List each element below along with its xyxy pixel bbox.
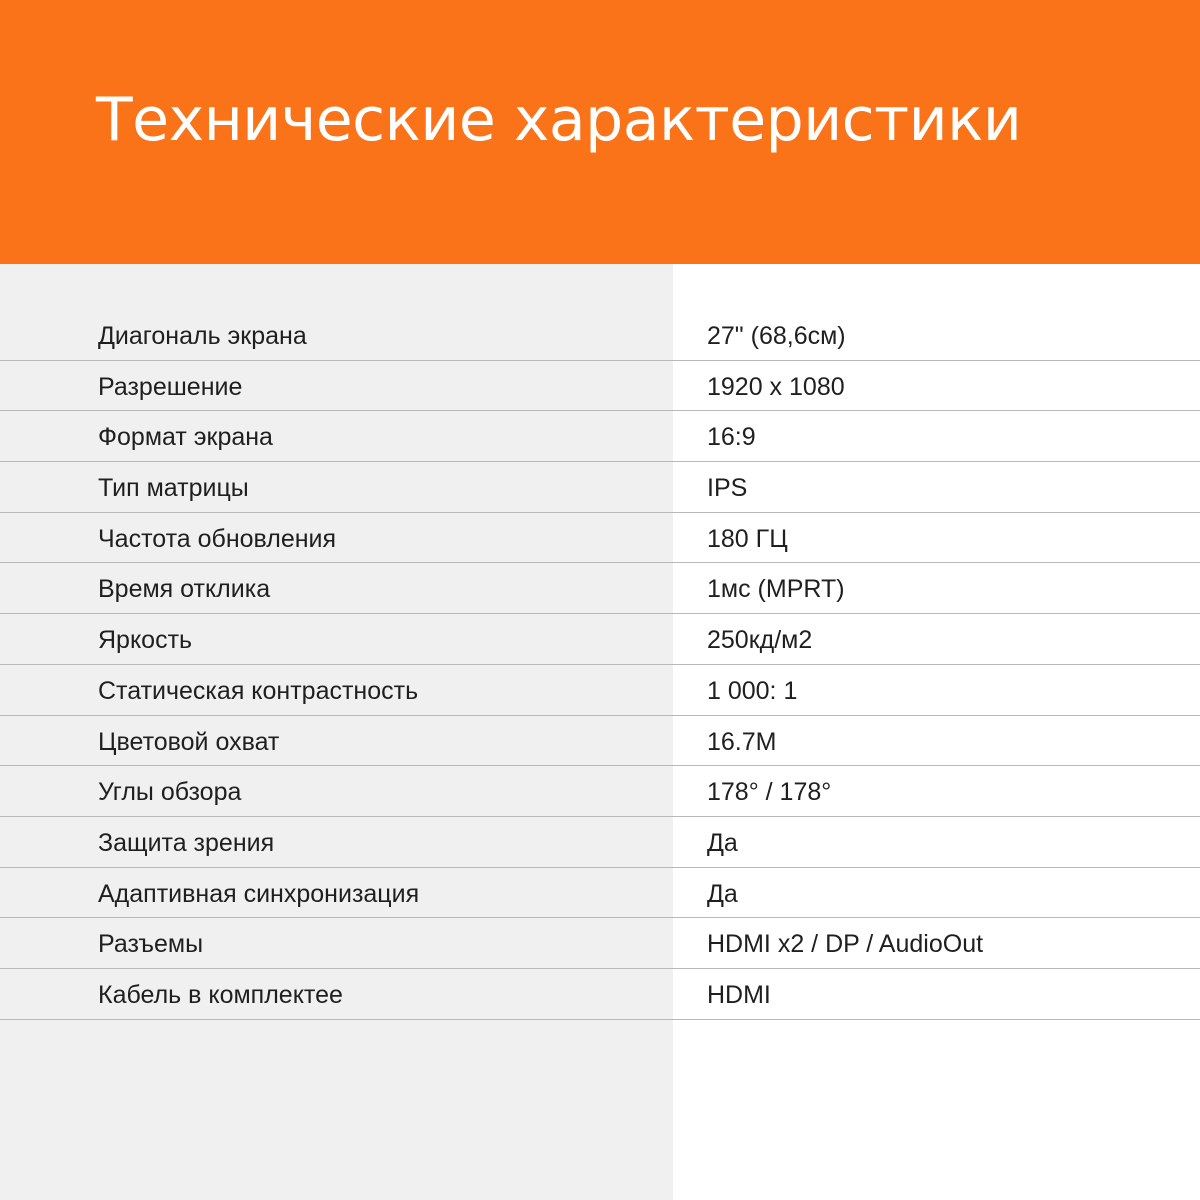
spec-label: Яркость: [98, 626, 193, 655]
spec-row-aspect-ratio: [0, 411, 1200, 462]
spec-value: HDMI: [707, 980, 771, 1009]
spec-label: Статическая контрастность: [98, 676, 419, 705]
spec-row-ports: [0, 918, 1200, 969]
spec-row-resolution: [0, 361, 1200, 412]
spec-row-response-time: [0, 563, 1200, 614]
spec-label: Частота обновления: [98, 524, 337, 553]
spec-value: Да: [707, 879, 738, 908]
spec-value: 1 000: 1: [707, 676, 798, 705]
spec-value: IPS: [707, 474, 748, 503]
spec-value: Да: [707, 828, 738, 857]
spec-label: Формат экрана: [98, 423, 273, 452]
spec-row-panel-type: [0, 462, 1200, 513]
page-title: Технические характеристики: [96, 85, 1022, 155]
spec-value: 16:9: [707, 423, 756, 452]
spec-row-diagonal: [0, 310, 1200, 361]
spec-label: Адаптивная синхронизация: [98, 879, 420, 908]
spec-row-viewing-angles: [0, 766, 1200, 817]
spec-value: 178° / 178°: [707, 778, 832, 807]
spec-value: 1920 x 1080: [707, 372, 845, 401]
specs-table: [0, 310, 1200, 1020]
spec-row-refresh-rate: [0, 513, 1200, 564]
spec-row-contrast: [0, 665, 1200, 716]
spec-row-brightness: [0, 614, 1200, 665]
spec-label: Разъемы: [98, 930, 204, 959]
spec-label: Цветовой охват: [98, 727, 280, 756]
spec-value: HDMI x2 / DP / AudioOut: [707, 930, 984, 959]
spec-label: Кабель в комплектее: [98, 980, 343, 1009]
spec-label: Диагональ экрана: [98, 322, 307, 350]
spec-label: Тип матрицы: [98, 474, 249, 503]
spec-row-cable: [0, 969, 1200, 1020]
spec-row-eye-protection: [0, 817, 1200, 868]
spec-label: Время отклика: [98, 575, 271, 604]
spec-value: 250кд/м2: [707, 626, 813, 655]
spec-row-color-gamut: [0, 716, 1200, 767]
spec-label: Разрешение: [98, 372, 243, 401]
spec-value: 180 ГЦ: [707, 524, 788, 553]
spec-row-adaptive-sync: [0, 868, 1200, 919]
spec-label: Защита зрения: [98, 828, 275, 857]
spec-value: 1мс (MPRT): [707, 575, 845, 604]
spec-label: Углы обзора: [98, 778, 242, 807]
spec-value: 16.7M: [707, 727, 777, 756]
spec-value: 27" (68,6см): [707, 322, 846, 350]
header-banner: [0, 0, 1200, 264]
